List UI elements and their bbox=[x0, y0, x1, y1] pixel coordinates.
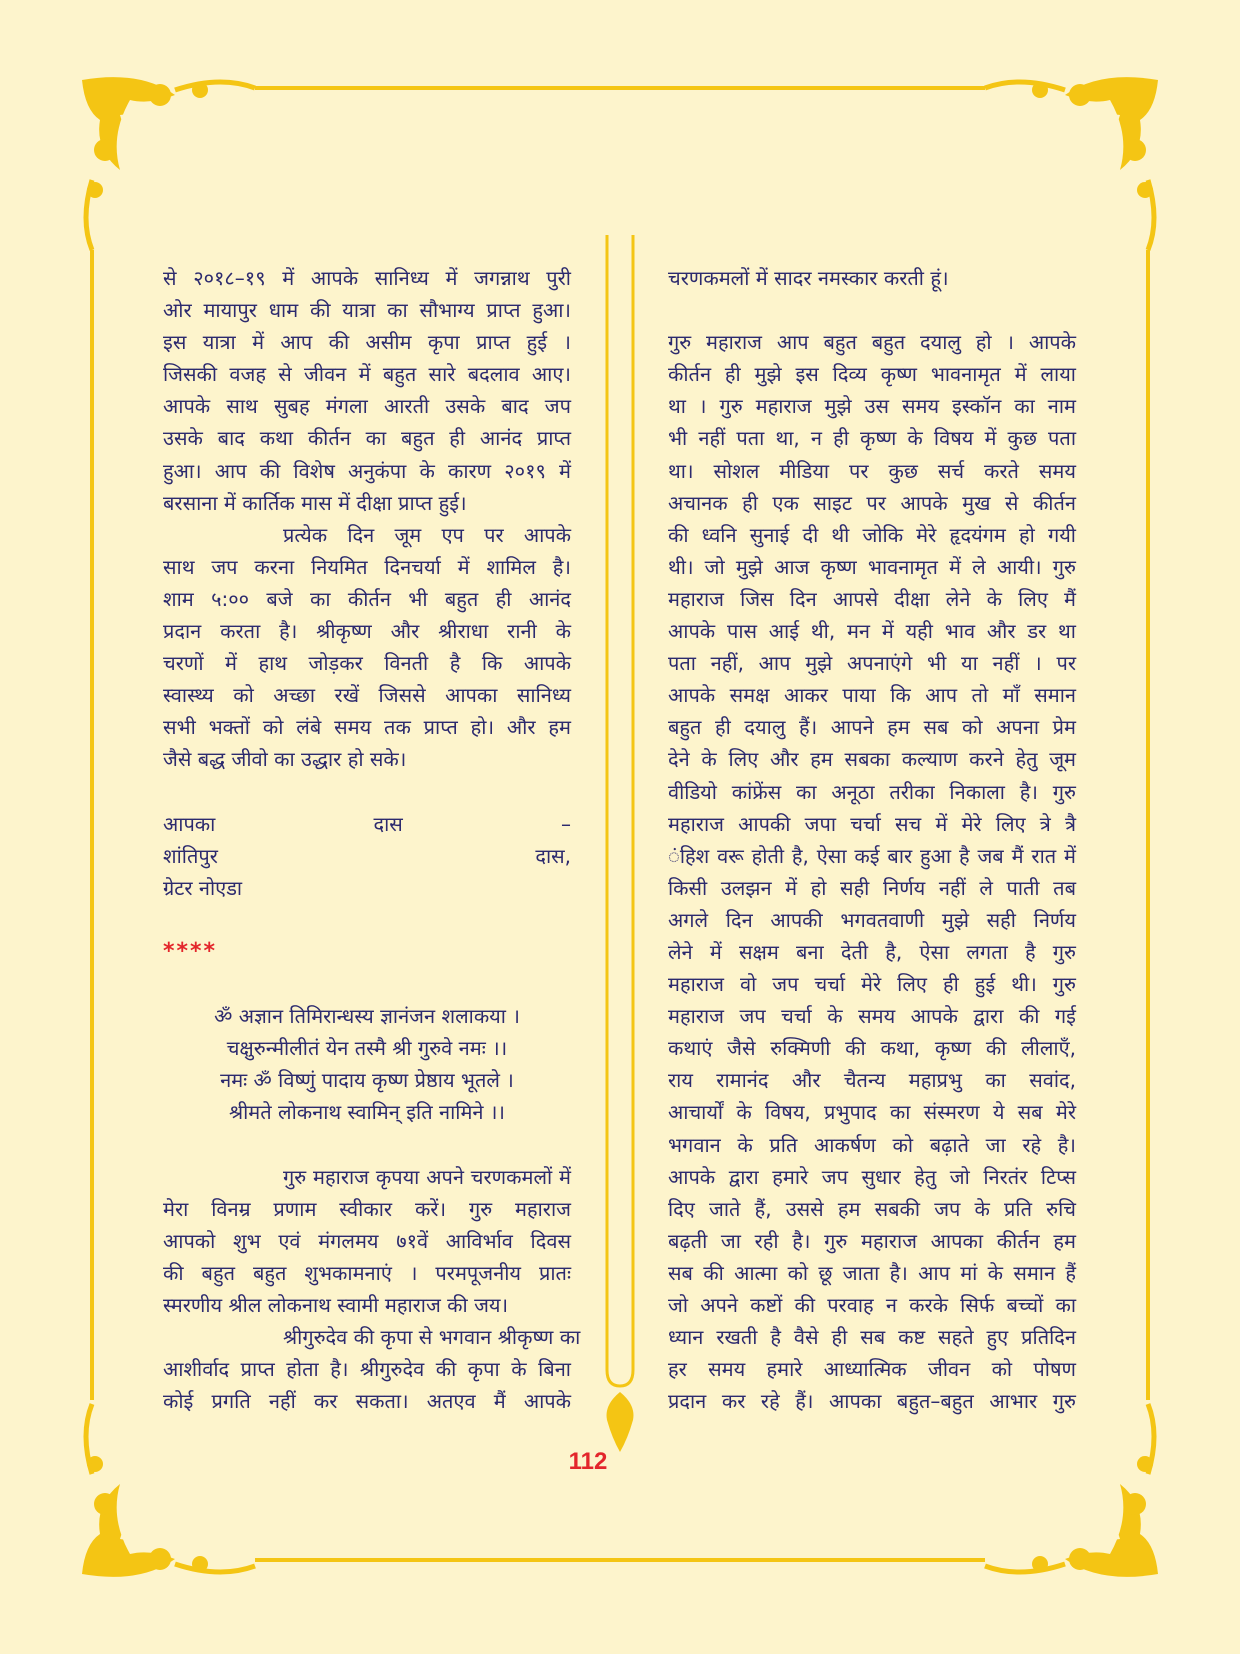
para2-block bbox=[163, 519, 571, 776]
text-line: से २०१८–१९ में आपके सानिध्य में जगन्नाथ पुरी bbox=[163, 266, 571, 290]
text-line: गुरु महाराज कृपया अपने चरणकमलों में bbox=[283, 1164, 571, 1189]
text-line: आपके द्वारा हमारे जप सुधार हेतु जो निरतंर टिप्स bbox=[668, 1164, 1076, 1189]
para4-block bbox=[163, 1321, 581, 1417]
signature-block bbox=[163, 808, 571, 904]
text-line: लेने में सक्षम बना देती है, ऐसा लगता है गुरु bbox=[668, 939, 1076, 964]
text-line: दिए जाते हैं, उससे हम सबकी जप के प्रति रुचि bbox=[668, 1196, 1076, 1221]
text-line: था। सोशल मीडिया पर कुछ सर्च करते समय bbox=[668, 458, 1076, 483]
text-line: बढ़ती जा रही है। गुरु महाराज आपका कीर्तन हम bbox=[668, 1228, 1076, 1253]
text-line: श्रीगुरुदेव की कृपा से भगवान श्रीकृष्ण का bbox=[283, 1325, 581, 1350]
text-line: कथाएं जैसे रुक्मिणी की कथा, कृष्ण की लीलाएँ, bbox=[668, 1036, 1076, 1061]
text-line: सब की आत्मा को छू जाता है। आप मां के समान हैं bbox=[668, 1260, 1076, 1285]
text-line: भी नहीं पता था, न ही कृष्ण के विषय में कुछ पता bbox=[668, 426, 1076, 451]
text-line: ंहिश वरू होती है, ऐसा कई बार हुआ है जब मैं रात में bbox=[668, 843, 1076, 868]
text-line: ध्यान रखती है वैसे ही सब कष्ट सहते हुए प्रतिदिन bbox=[668, 1325, 1076, 1350]
text-line: कीर्तन ही मुझे इस दिव्य कृष्ण भावनामृत में लाया bbox=[668, 362, 1076, 387]
text-line: साथ जप करना नियमित दिनचर्या में शामिल है। bbox=[163, 554, 571, 579]
text-line: प्रदान कर रहे हैं। आपका बहुत–बहुत आभार गुरु bbox=[668, 1389, 1076, 1414]
text-line: प्रदान करता है। श्रीकृष्ण और श्रीराधा रानी के bbox=[163, 619, 571, 644]
separator-block bbox=[163, 936, 571, 968]
teardrop-ornament bbox=[607, 1392, 634, 1452]
text-line: वीडियो कांफ्रेंस का अनूठा तरीका निकाला है। गुरु bbox=[668, 779, 1076, 804]
text-line: जो अपने कष्टों की परवाह न करके सिर्फ बच्चों का bbox=[668, 1293, 1076, 1317]
text-line: प्रत्येक दिन जूम एप पर आपके bbox=[283, 522, 571, 547]
text-line: आपका दास – bbox=[163, 811, 571, 836]
para1-block bbox=[668, 262, 1076, 294]
text-line: सभी भक्तों को लंबे समय तक प्राप्त हो। और हम bbox=[163, 715, 571, 740]
text-line: आशीर्वाद प्राप्त होता है। श्रीगुरुदेव की कृपा के बिना bbox=[163, 1357, 571, 1382]
text-line: था । गुरु महाराज मुझे उस समय इस्कॉन का नाम bbox=[668, 394, 1076, 419]
page-number: 112 bbox=[568, 1448, 608, 1475]
text-line: की ध्वनि सुनाई दी थी जोकि मेरे हृदयंगम हो गयी bbox=[668, 522, 1076, 547]
text-line: देने के लिए और हम सबका कल्याण करने हेतु जूम bbox=[668, 747, 1076, 772]
text-line: आपके समक्ष आकर पाया कि आप तो माँ समान bbox=[668, 683, 1076, 708]
text-line: पता नहीं, आप मुझे अपनाएंगे भी या नहीं । पर bbox=[668, 651, 1076, 676]
text-line: हुआ। आप की विशेष अनुकंपा के कारण २०१९ में bbox=[163, 458, 571, 483]
text-line: कोई प्रगति नहीं कर सकता। अतएव मैं आपके bbox=[163, 1389, 571, 1414]
para1-block bbox=[163, 262, 571, 519]
text-line: इस यात्रा में आप की असीम कृपा प्राप्त हुई । bbox=[163, 330, 571, 355]
para3-block bbox=[163, 1161, 571, 1321]
text-line: की बहुत बहुत शुभकामनाएं । परमपूजनीय प्रातः bbox=[163, 1260, 571, 1285]
text-line: भगवान के प्रति आकर्षण को बढ़ाते जा रहे है। bbox=[668, 1132, 1076, 1157]
text-line: अगले दिन आपकी भगवतवाणी मुझे सही निर्णय bbox=[668, 907, 1076, 932]
text-line: चरणों में हाथ जोड़कर विनती है कि आपके bbox=[163, 651, 571, 676]
text-line: ग्रेटर नोएडा bbox=[163, 875, 243, 900]
text-line: महाराज जिस दिन आपसे दीक्षा लेने के लिए मैं bbox=[668, 586, 1076, 611]
left-column bbox=[163, 262, 581, 1417]
text-line: थी। जो मुझे आज कृष्ण भावनामृत में ले आयी। गुरु bbox=[668, 554, 1076, 579]
text-line: महाराज जप चर्चा के समय आपके द्वारा की गई bbox=[668, 1004, 1076, 1029]
text-line: नमः ॐ विष्णुं पादाय कृष्ण प्रेष्ठाय भूतले । bbox=[220, 1068, 514, 1093]
text-line: जिसकी वजह से जीवन में बहुत सारे बदलाव आए। bbox=[163, 362, 571, 387]
shloka-block bbox=[163, 1000, 571, 1128]
text-line: आचार्यों के विषय, प्रभुपाद का संस्मरण ये सब मेरे bbox=[668, 1100, 1076, 1125]
text-line: जैसे बद्ध जीवो का उद्धार हो सके। bbox=[163, 747, 407, 772]
text-line: गुरु महाराज आप बहुत बहुत दयालु हो । आपके bbox=[668, 330, 1076, 355]
text-line: स्मरणीय श्रील लोकनाथ स्वामी महाराज की जय। bbox=[163, 1293, 509, 1317]
text-line: शांतिपुर दास, bbox=[163, 843, 571, 868]
text-line: स्वास्थ्य को अच्छा रखें जिससे आपका सानिध्य bbox=[163, 683, 571, 708]
text-line: **** bbox=[163, 938, 218, 964]
text-line: आपके साथ सुबह मंगला आरती उसके बाद जप bbox=[163, 394, 571, 419]
text-line: चक्षुरुन्मीलीतं येन तस्मै श्री गुरुवे नमः ।। bbox=[226, 1036, 508, 1061]
text-line: उसके बाद कथा कीर्तन का बहुत ही आनंद प्राप्त bbox=[163, 426, 571, 451]
text-line: अचानक ही एक साइट पर आपके मुख से कीर्तन bbox=[668, 490, 1076, 515]
text-line: महाराज आपकी जपा चर्चा सच में मेरे लिए त्रे त्रै bbox=[668, 811, 1076, 836]
right-column bbox=[668, 262, 1076, 1417]
text-line: राय रामानंद और चैतन्य महाप्रभु का सवांद, bbox=[668, 1068, 1076, 1093]
text-line: चरणकमलों में सादर नमस्कार करती हूं। bbox=[668, 266, 949, 290]
text-line: ओर मायापुर धाम की यात्रा का सौभाग्य प्राप्त हुआ। bbox=[163, 298, 571, 323]
para2-block bbox=[668, 326, 1076, 1417]
text-line: महाराज वो जप चर्चा मेरे लिए ही हुई थी। गुरु bbox=[668, 972, 1076, 997]
text-line: श्रीमते लोकनाथ स्वामिन् इति नामिने ।। bbox=[228, 1100, 506, 1125]
text-line: बरसाना में कार्तिक मास में दीक्षा प्राप्त हुई। bbox=[163, 490, 467, 515]
text-line: शाम ५:०० बजे का कीर्तन भी बहुत ही आनंद bbox=[163, 586, 571, 611]
text-line: ॐ अज्ञान तिमिरान्धस्य ज्ञानंजन शलाकया । bbox=[214, 1004, 520, 1029]
text-line: हर समय हमारे आध्यात्मिक जीवन को पोषण bbox=[668, 1357, 1076, 1382]
text-line: आपके पास आई थी, मन में यही भाव और डर था bbox=[668, 619, 1076, 644]
text-line: मेरा विनम्र प्रणाम स्वीकार करें। गुरु महाराज bbox=[163, 1196, 571, 1221]
text-line: बहुत ही दयालु हैं। आपने हम सब को अपना प्रेम bbox=[668, 715, 1076, 740]
text-line: किसी उलझन में हो सही निर्णय नहीं ले पाती तब bbox=[668, 875, 1076, 900]
text-line: आपको शुभ एवं मंगलमय ७१वें आविर्भाव दिवस bbox=[163, 1228, 571, 1253]
